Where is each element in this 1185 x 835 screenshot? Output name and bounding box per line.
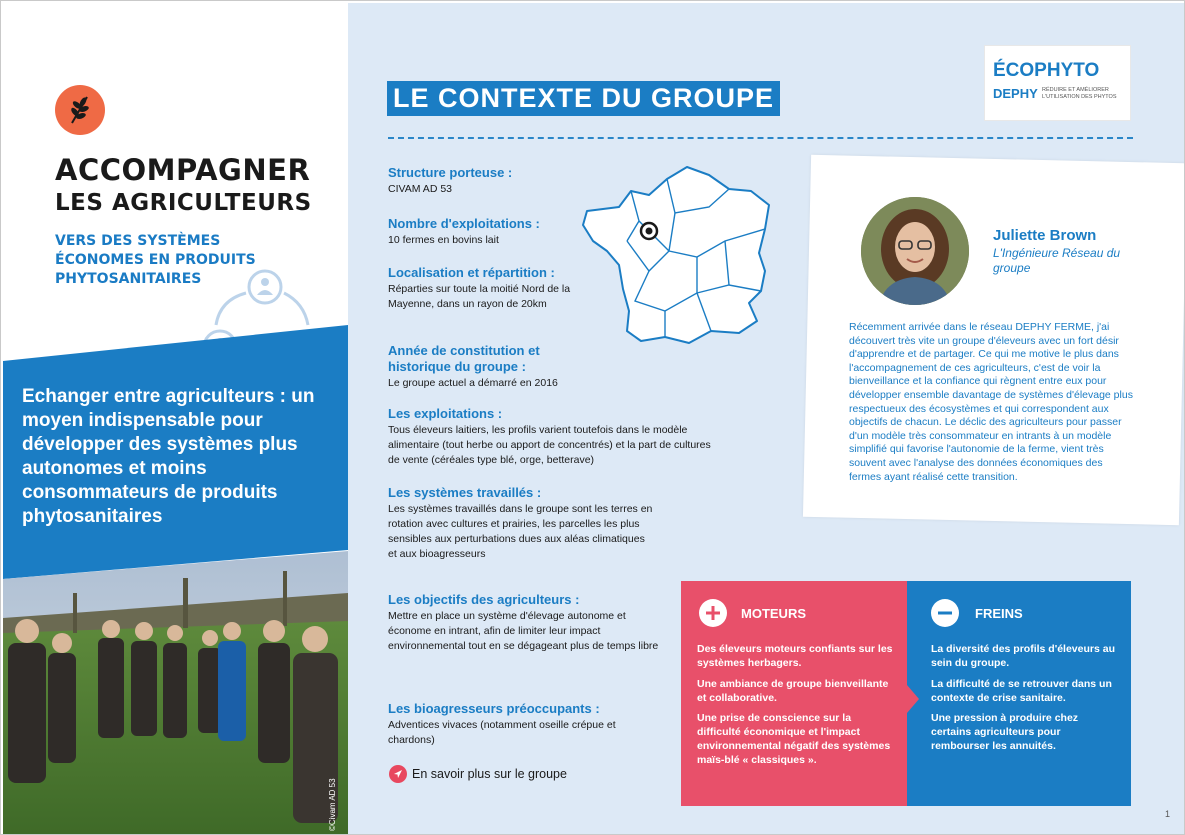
- info-label: Les bioagresseurs préoccupants :: [388, 701, 600, 716]
- notch-arrow: [907, 581, 927, 806]
- freins-item: La diversité des profils d'éleveurs au sein du groupe.: [931, 643, 1115, 669]
- avatar: [861, 197, 969, 305]
- more-link-text[interactable]: En savoir plus sur le groupe: [412, 767, 567, 781]
- info-value: 10 fermes en bovins lait: [388, 234, 499, 246]
- info-label: Les objectifs des agriculteurs :: [388, 592, 580, 607]
- info-label: Les systèmes travaillés :: [388, 485, 542, 500]
- arrow-icon: [389, 765, 407, 783]
- info-historique: [388, 343, 578, 391]
- info-value: Adventices vivaces (notamment oseille crépue et chardons): [388, 719, 616, 746]
- info-label: Localisation et répartition :: [388, 265, 555, 280]
- minus-icon: [931, 599, 959, 627]
- moteurs-item: Une ambiance de groupe bienveillante et collaborative.: [697, 678, 889, 704]
- plus-icon: [699, 599, 727, 627]
- person-name: Juliette Brown: [993, 227, 1097, 244]
- freins-title: FREINS: [975, 606, 1023, 621]
- info-value: Le groupe actuel a démarré en 2016: [388, 377, 558, 389]
- info-bioagresseurs: [388, 701, 663, 748]
- subtitle: VERS DES SYSTÈMES ÉCONOMES EN PRODUITS PHYTOSANITAIRES: [55, 233, 256, 287]
- left-panel: [3, 3, 348, 834]
- info-label: Nombre d'exploitations :: [388, 216, 540, 231]
- info-exploitations: [388, 406, 718, 468]
- info-localisation: [388, 265, 573, 312]
- testimony-quote: Récemment arrivée dans le réseau DEPHY FERME, j'ai découvert très vite un groupe d'éleveurs avec un fort désir d'apprendre et de partager. Ce qui me motive le plus dans l'accompagnement de ces agriculteurs, c'est de voir la bienveillance et la confiance qui règnent entre eux pour développer ensemble davantage de systèmes d'élevage plus respectueux des écosystèmes et qui correspondent aux objectifs de chacun. Le déclic des agriculteurs pour passer d'un modèle très consommateur en intrants à un modèle simplifié qui favorise l'autonomie de la ferme, vient très souvent avec l'analyse des données économiques des fermes ayant réalisé cette transition.: [849, 321, 1133, 483]
- person-role: L'Ingénieure Réseau du groupe: [993, 246, 1121, 275]
- band-text: Echanger entre agriculteurs : un moyen indispensable pour développer des systèmes plus autonomes et moins consommateurs de produits phytosanitaires: [22, 386, 315, 527]
- info-value: Les systèmes travaillés dans le groupe sont les terres en rotation avec cultures et prairies, les parcelles les plus sensibles aux perturbations dues aux aléas climatiques et aux bioagresseurs: [388, 503, 653, 560]
- logo-ecophyto-text: ÉCOPHYTO: [993, 60, 1100, 81]
- page-number: 1: [1165, 809, 1171, 819]
- moteurs-item: Une prise de conscience sur la difficulté économique et l'impact environnemental négatif des systèmes maïs-blé « classiques ».: [697, 712, 891, 766]
- info-value: Mettre en place un système d'élevage autonome et économe en intrant, afin de limiter leur impact environnemental tout en se dégageant plus de temps libre: [388, 610, 659, 652]
- info-label: Année de constitution et historique du groupe :: [388, 343, 540, 374]
- wheat-icon: [55, 85, 105, 135]
- freins-box: [907, 581, 1131, 806]
- main-title-line2: LES AGRICULTEURS: [55, 190, 312, 216]
- freins-item: La difficulté de se retrouver dans un contexte de crise sanitaire.: [931, 678, 1112, 704]
- ecophyto-logo: [984, 45, 1131, 121]
- logo-tagline: RÉDUIRE ET AMÉLIORER L'UTILISATION DES PHYTOS: [1042, 87, 1117, 100]
- moteurs-title: MOTEURS: [741, 606, 806, 621]
- info-label: Les exploitations :: [388, 406, 503, 421]
- info-systemes: [388, 485, 653, 562]
- moteurs-item: Des éleveurs moteurs confiants sur les systèmes herbagers.: [697, 643, 893, 669]
- info-label: Structure porteuse :: [388, 165, 513, 180]
- info-value: CIVAM AD 53: [388, 183, 452, 195]
- group-photo: [3, 523, 348, 834]
- main-title: ACCOMPAGNER: [55, 153, 311, 187]
- france-map: [579, 161, 779, 351]
- logo-dephy-text: DEPHY: [993, 86, 1038, 101]
- info-value: Tous éleveurs laitiers, les profils varient toutefois dans le modèle alimentaire (tout herbe ou apport de concentrés) et la part de cultures de vente (céréales type blé, orge, betterave): [388, 424, 711, 466]
- moteurs-box: [681, 581, 907, 806]
- section-title: LE CONTEXTE DU GROUPE: [387, 81, 780, 116]
- freins-item: Une pression à produire chez certains agriculteurs pour rembourser les annuités.: [931, 712, 1079, 752]
- dashed-divider: [388, 137, 1133, 139]
- photo-credit: ©Civam AD 53: [328, 778, 337, 831]
- info-value: Réparties sur toute la moitié Nord de la Mayenne, dans un rayon de 20km: [388, 283, 571, 310]
- info-objectifs: [388, 592, 663, 654]
